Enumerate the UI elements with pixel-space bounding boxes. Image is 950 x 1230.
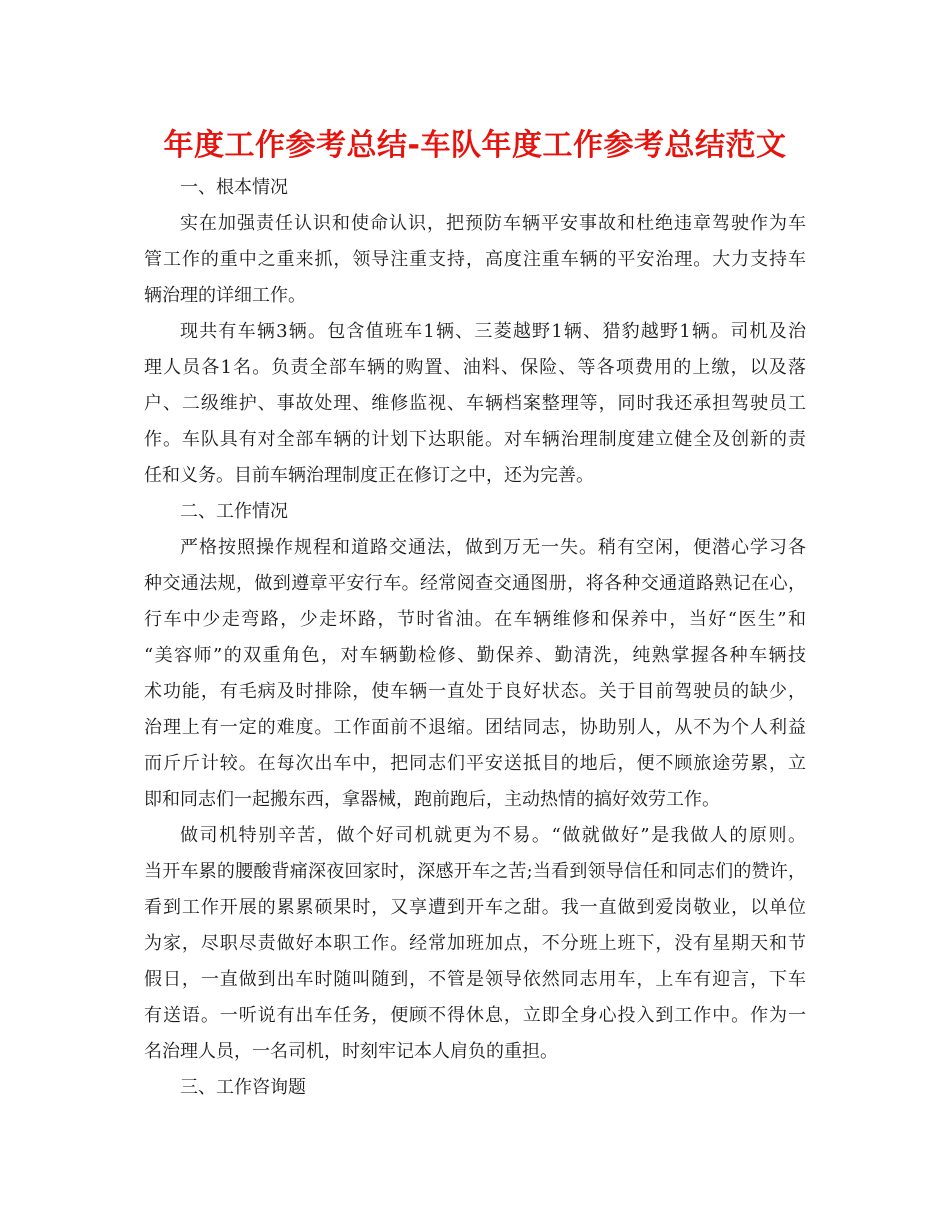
paragraph <box>144 206 806 314</box>
text-line: 户、二级维护、事故处理、维修监视、车辆档案整理等，同时我还承担驾驶员工 <box>144 393 806 414</box>
text-line: 理人员各1名。负责全部车辆的购置、油料、保险、等各项费用的上缴，以及落 <box>144 357 806 378</box>
section-heading: 二、工作情况 <box>180 501 288 522</box>
text-line: 管工作的重中之重来抓，领导注重支持，高度注重车辆的平安治理。大力支持车 <box>144 249 806 270</box>
paragraph <box>144 530 806 818</box>
document-title: 年度工作参考总结-车队年度工作参考总结范文 <box>163 128 787 163</box>
text-line: 名治理人员，一名司机，时刻牢记本人肩负的重担。 <box>144 1041 558 1062</box>
section-heading: 一、根本情况 <box>180 177 288 198</box>
text-line: 术功能，有毛病及时排除，使车辆一直处于良好状态。关于目前驾驶员的缺少， <box>144 681 806 702</box>
text-line: 有送语。一听说有出车任务，便顾不得休息，立即全身心投入到工作中。作为一 <box>144 1005 806 1026</box>
text-line: 当开车累的腰酸背痛深夜回家时，深感开车之苦;当看到领导信任和同志们的赞许， <box>144 861 806 882</box>
text-line: 看到工作开展的累累硕果时，又享遭到开车之甜。我一直做到爱岗敬业，以单位 <box>144 897 806 918</box>
document-body <box>144 170 806 1106</box>
text-line: 作。车队具有对全部车辆的计划下达职能。对车辆治理制度建立健全及创新的责 <box>144 429 806 450</box>
text-line: 辆治理的详细工作。 <box>144 285 306 306</box>
text-line: 现共有车辆3辆。包含值班车1辆、三菱越野1辆、猎豹越野1辆。司机及治 <box>180 321 806 342</box>
text-line: 而斤斤计较。在每次出车中，把同志们平安送抵目的地后，便不顾旅途劳累，立 <box>144 753 806 774</box>
paragraph <box>144 818 806 1070</box>
text-line: 任和义务。目前车辆治理制度正在修订之中，还为完善。 <box>144 465 594 486</box>
paragraph <box>144 314 806 494</box>
text-line: 为家，尽职尽责做好本职工作。经常加班加点，不分班上班下，没有星期天和节 <box>144 933 806 954</box>
text-line: 行车中少走弯路，少走坏路，节时省油。在车辆维修和保养中，当好“医生”和 <box>144 609 806 630</box>
section-heading: 三、工作咨询题 <box>180 1077 306 1098</box>
text-line: 即和同志们一起搬东西，拿器械，跑前跑后，主动热情的搞好效劳工作。 <box>144 789 720 810</box>
text-line: “美容师”的双重角色，对车辆勤检修、勤保养、勤清洗，纯熟掌握各种车辆技 <box>144 645 806 666</box>
text-line: 假日，一直做到出车时随叫随到，不管是领导依然同志用车，上车有迎言，下车 <box>144 969 806 990</box>
text-line: 种交通法规，做到遵章平安行车。经常阅查交通图册，将各种交通道路熟记在心， <box>144 573 806 594</box>
text-line: 做司机特别辛苦，做个好司机就更为不易。“做就做好”是我做人的原则。 <box>180 825 806 846</box>
text-line: 实在加强责任认识和使命认识，把预防车辆平安事故和杜绝违章驾驶作为车 <box>180 213 806 234</box>
text-line: 治理上有一定的难度。工作面前不退缩。团结同志，协助别人，从不为个人利益 <box>144 717 806 738</box>
text-line: 严格按照操作规程和道路交通法，做到万无一失。稍有空闲，便潜心学习各 <box>180 537 806 558</box>
